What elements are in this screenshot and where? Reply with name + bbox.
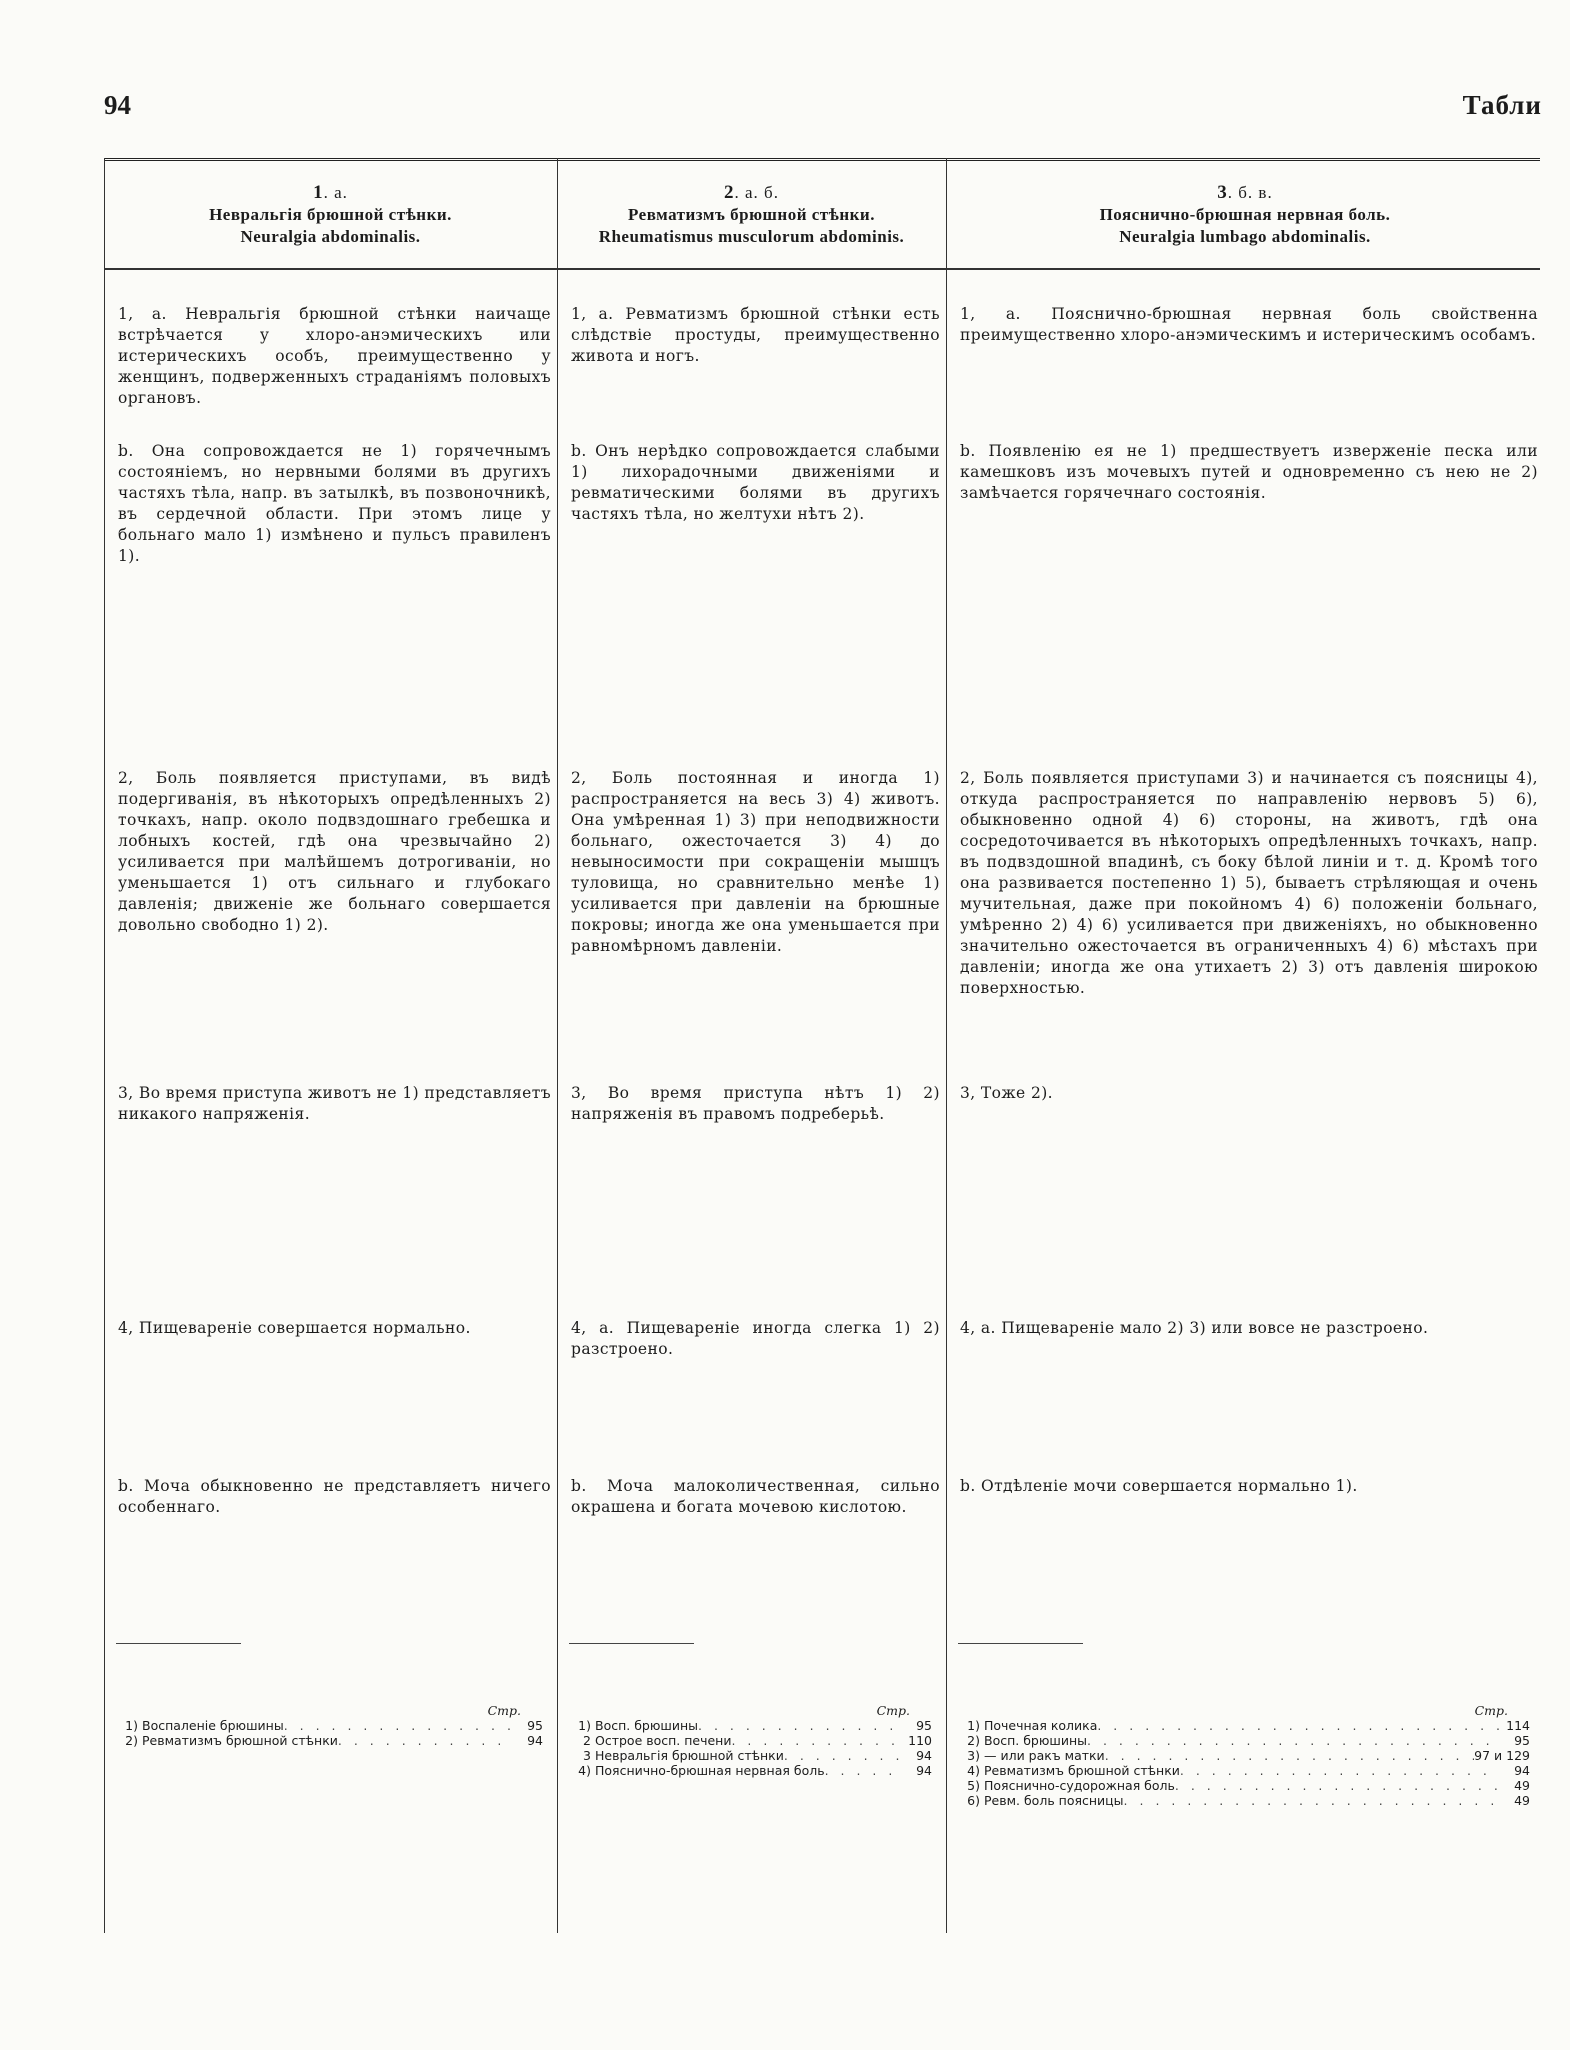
footnote-row: 4) Ревматизмъ брюшной стѣнки . . . 94 [962, 1763, 1530, 1778]
section-4a: 4, а. Пищевареніе мало 2) 3) или вовсе не разстроено. [960, 1319, 1429, 1337]
comparison-table [104, 158, 1540, 1933]
section-1a: 1, а. Пояснично-брюшная нервная боль свойственна преимущественно хлоро-анэмическимъ и истерическимъ особамъ. [960, 305, 1538, 344]
footnote-page-header: Стр. [876, 1703, 910, 1718]
section-3: 3, Во время приступа животъ не 1) представляетъ никакого напряженія. [118, 1084, 551, 1123]
footnote-rule [569, 1643, 694, 1644]
column-number: 3. б. в. [1217, 182, 1273, 203]
section-4a: 4, а. Пищевареніе иногда слегка 1) 2) разстроено. [571, 1319, 940, 1358]
column-title-ru: Ревматизмъ брюшной стѣнки. [628, 205, 875, 224]
footnote-row: 4) Пояснично-брюшная нервная боль . . . 94 [573, 1763, 932, 1778]
footnote-page-header: Стр. [487, 1703, 521, 1718]
column-1 [108, 158, 553, 1933]
footnote-row: 2) Ревматизмъ брюшной стѣнки . . . 94 [120, 1733, 543, 1748]
column-title-la: Neuralgia lumbago abdominalis. [1119, 227, 1371, 246]
column-header [108, 182, 553, 248]
column-header [950, 182, 1540, 248]
section-1a: 1, а. Ревматизмъ брюшной стѣнки есть слѣдствіе простуды, преимущественно живота и ногъ. [571, 305, 940, 365]
footnote-row: 5) Пояснично-судорожная боль . . . 49 [962, 1778, 1530, 1793]
column-title-ru: Пояснично-брюшная нервная боль. [1099, 205, 1391, 224]
footnote-row: 6) Ревм. боль поясницы . . . 49 [962, 1793, 1530, 1808]
column-title-ru: Невральгія брюшной стѣнки. [209, 205, 452, 224]
section-1b: b. Появленію ея не 1) предшествуетъ изверженіе песка или камешковъ изъ мочевыхъ путей и одновременно съ нею не 2) замѣчается горячечнаго состоянія. [960, 442, 1538, 502]
column-header [561, 182, 942, 248]
footnotes [962, 1703, 1530, 1808]
section-3: 3, Тоже 2). [960, 1084, 1053, 1102]
column-3 [950, 158, 1540, 1933]
footnote-row: 1) Восп. брюшины . . . 95 [573, 1718, 932, 1733]
running-head: Табли [1462, 90, 1542, 120]
footnote-row: 2 Острое восп. печени . . . 110 [573, 1733, 932, 1748]
section-4b: b. Отдѣленіе мочи совершается нормально 1). [960, 1477, 1358, 1495]
column-divider [557, 158, 558, 1933]
section-2: 2, Боль постоянная и иногда 1) распространяется на весь 3) 4) животъ. Она умѣренная 1) 3) при неподвижности больнаго, ожесточается 3) 4) до невыносимости при сокращеніи мышцъ туловища, но сравнительно менѣе 1) усиливается при давленіи на брюшные покровы; иногда же она уменьшается при равномѣрномъ давленіи. [571, 769, 940, 955]
column-divider [946, 158, 947, 1933]
column-title-la: Neuralgia abdominalis. [240, 227, 421, 246]
section-2: 2, Боль появляется приступами 3) и начинается съ поясницы 4), откуда распространяется по направленію нервовъ 5) 6), обыкновенно одной 4) 6) стороны, на животъ, гдѣ она сосредоточивается въ нѣкоторыхъ опредѣленныхъ точкахъ, напр. въ подвздошной впадинѣ, съ боку бѣлой линіи и т. д. Кромѣ того она развивается постепенно 1) 5), бываетъ стрѣляющая и очень мучительная, даже при покойномъ 4) 6) положеніи больнаго, умѣренно 2) 4) 6) усиливается при движеніяхъ, но обыкновенно значительно ожесточается въ ограниченныхъ 4) 6) мѣстахъ при давленіи; иногда же она утихаетъ 2) 3) отъ давленія широкою поверхностью. [960, 769, 1538, 997]
page-number: 94 [104, 90, 131, 120]
section-1b: b. Она сопровождается не 1) горячечнымъ состояніемъ, но нервными болями въ другихъ частяхъ тѣла, напр. въ затылкѣ, въ позвоночникѣ, въ сердечной области. При этомъ лице у больнаго мало 1) измѣнено и пульсъ правиленъ 1). [118, 442, 551, 565]
footnotes [120, 1703, 543, 1748]
section-4a: 4, Пищевареніе совершается нормально. [118, 1319, 471, 1337]
footnote-rule [958, 1643, 1083, 1644]
footnote-page-header: Стр. [1474, 1703, 1508, 1718]
section-4b: b. Моча обыкновенно не представляетъ ничего особеннаго. [118, 1477, 551, 1516]
footnote-rule [116, 1643, 241, 1644]
section-1a: 1, а. Невральгія брюшной стѣнки наичаще встрѣчается у хлоро-анэмическихъ или истерическихъ особъ, преимущественно у женщинъ, подверженныхъ страданіямъ половыхъ органовъ. [118, 305, 551, 407]
column-title-la: Rheumatismus musculorum abdominis. [598, 227, 905, 246]
footnote-row: 1) Воспаленіе брюшины . . . 95 [120, 1718, 543, 1733]
footnotes [573, 1703, 932, 1778]
table-left-rule [104, 158, 105, 1933]
footnote-row: 3 Невральгія брюшной стѣнки . . . 94 [573, 1748, 932, 1763]
column-number: 1. а. [313, 182, 348, 203]
footnote-row: 2) Восп. брюшины . . . 95 [962, 1733, 1530, 1748]
column-2 [561, 158, 942, 1933]
footnote-row: 1) Почечная колика . . . 114 [962, 1718, 1530, 1733]
section-3: 3, Во время приступа нѣтъ 1) 2) напряженія въ правомъ подреберьѣ. [571, 1084, 940, 1123]
section-1b: b. Онъ нерѣдко сопровождается слабыми 1) лихорадочными движеніями и ревматическими болями въ другихъ частяхъ тѣла, но желтухи нѣтъ 2). [571, 442, 940, 523]
section-2: 2, Боль появляется приступами, въ видѣ подергиванія, въ нѣкоторыхъ опредѣленныхъ 2) точкахъ, напр. около подвздошнаго гребешка и лобныхъ костей, гдѣ она чрезвычайно 2) усиливается при малѣйшемъ дотрогиваніи, но уменьшается 1) отъ сильнаго и глубокаго давленія; движеніе же больнаго совершается довольно свободно 1) 2). [118, 769, 551, 934]
column-number: 2. а. б. [724, 182, 779, 203]
section-4b: b. Моча малоколичественная, сильно окрашена и богата мочевою кислотою. [571, 1477, 940, 1516]
footnote-row: 3) — или ракъ матки . . . 97 и 129 [962, 1748, 1530, 1763]
